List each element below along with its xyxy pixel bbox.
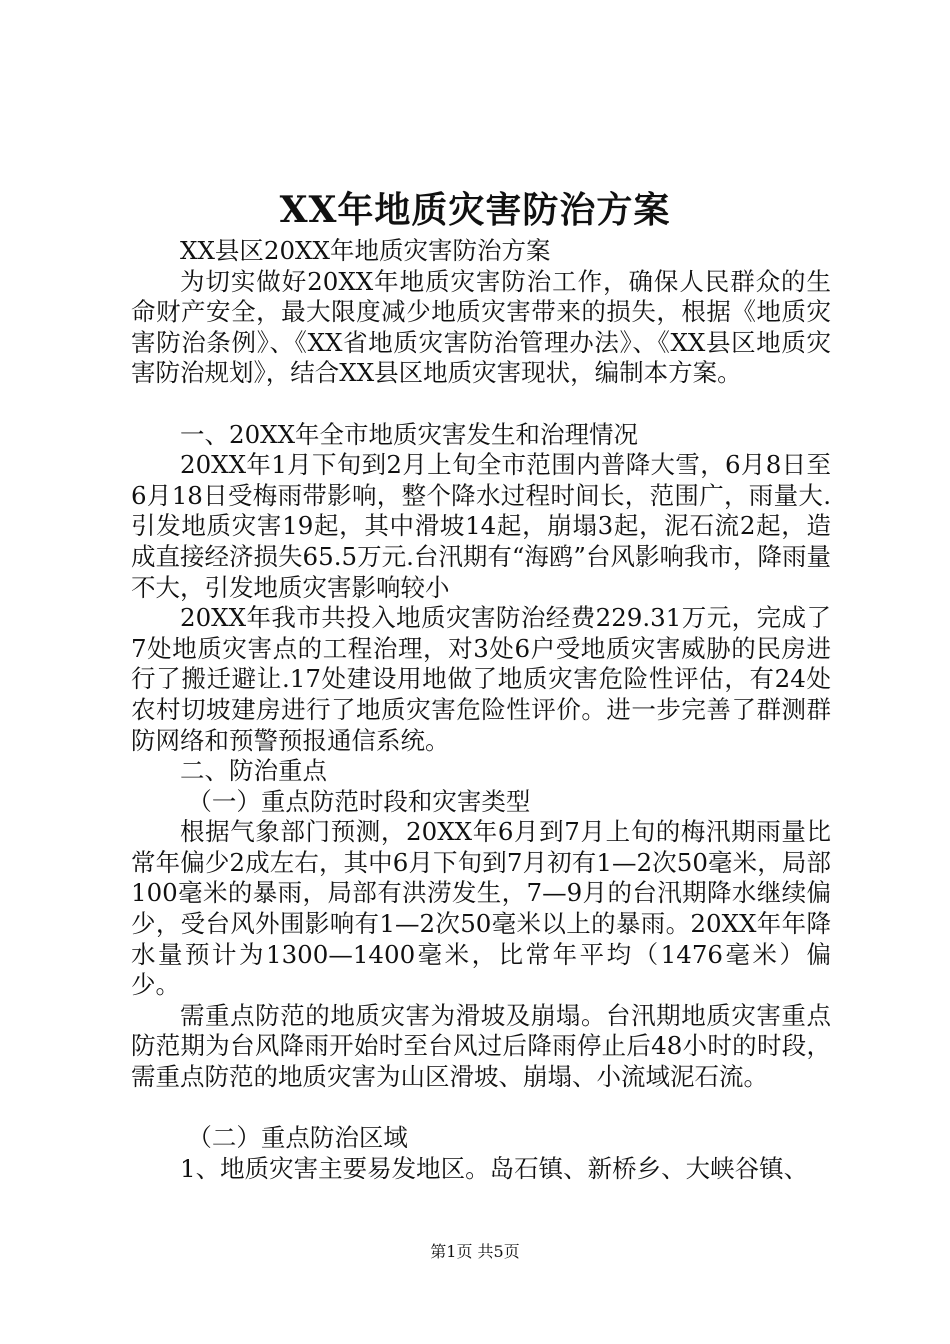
subsection-heading-2: （二）重点防治区域 [187, 1123, 408, 1153]
paragraph-prone-areas: 1、地质灾害主要易发地区。岛石镇、新桥乡、大峡谷镇、 [180, 1153, 809, 1183]
document-title: XX年地质灾害防治方案 [279, 189, 671, 231]
page-footer: 第1页 共5页 [430, 1242, 520, 1261]
paragraph-disasters-2xx: 20XX年1月下旬到2月上旬全市范围内普降大雪，6月8日至6月18日受梅雨带影响，整个降水过程时间长，范围广，雨量大.引发地质灾害19起，其中滑坡14起，崩塌3起，泥石流2起，造成直接经济损失65.5万元.台汛期有“海鸥”台风影响我市，降雨量不大，引发地质灾害影响较小 [131, 450, 831, 602]
paragraph-forecast: 根据气象部门预测，20XX年6月到7月上旬的梅汛期雨量比常年偏少2成左右，其中6月下旬到7月初有1—2次50毫米，局部100毫米的暴雨，局部有洪涝发生，7—9月的台汛期降水继续偏少，受台风外围影响有1—2次50毫米以上的暴雨。20XX年年降水量预计为1300—1400毫米，比常年平均（1476毫米）偏少。 [131, 817, 831, 1000]
paragraph-intro: 为切实做好20XX年地质灾害防治工作，确保人民群众的生命财产安全，最大限度减少地质灾害带来的损失，根据《地质灾害防治条例》、《XX省地质灾害防治管理办法》、《XX县区地质灾害防治规划》，结合XX县区地质灾害现状，编制本方案。 [131, 266, 831, 388]
paragraph-investment: 20XX年我市共投入地质灾害防治经费229.31万元，完成了7处地质灾害点的工程治理，对3处6户受地质灾害威胁的民房进行了搬迁避让.17处建设用地做了地质灾害危险性评估，有24处农村切坡建房进行了地质灾害危险性评价。进一步完善了群测群防网络和预警预报通信系统。 [131, 603, 831, 755]
paragraph-key-hazards: 需重点防范的地质灾害为滑坡及崩塌。台汛期地质灾害重点防范期为台风降雨开始时至台风过后降雨停止后48小时的时段，需重点防范的地质灾害为山区滑坡、崩塌、小流域泥石流。 [131, 1000, 831, 1092]
paragraph-subtitle: XX县区20XX年地质灾害防治方案 [180, 236, 551, 265]
section-heading-2: 二、防治重点 [180, 756, 327, 786]
document-body [131, 236, 831, 1184]
section-heading-1: 一、20XX年全市地质灾害发生和治理情况 [180, 419, 639, 449]
subsection-heading-1: （一）重点防范时段和灾害类型 [187, 786, 531, 816]
